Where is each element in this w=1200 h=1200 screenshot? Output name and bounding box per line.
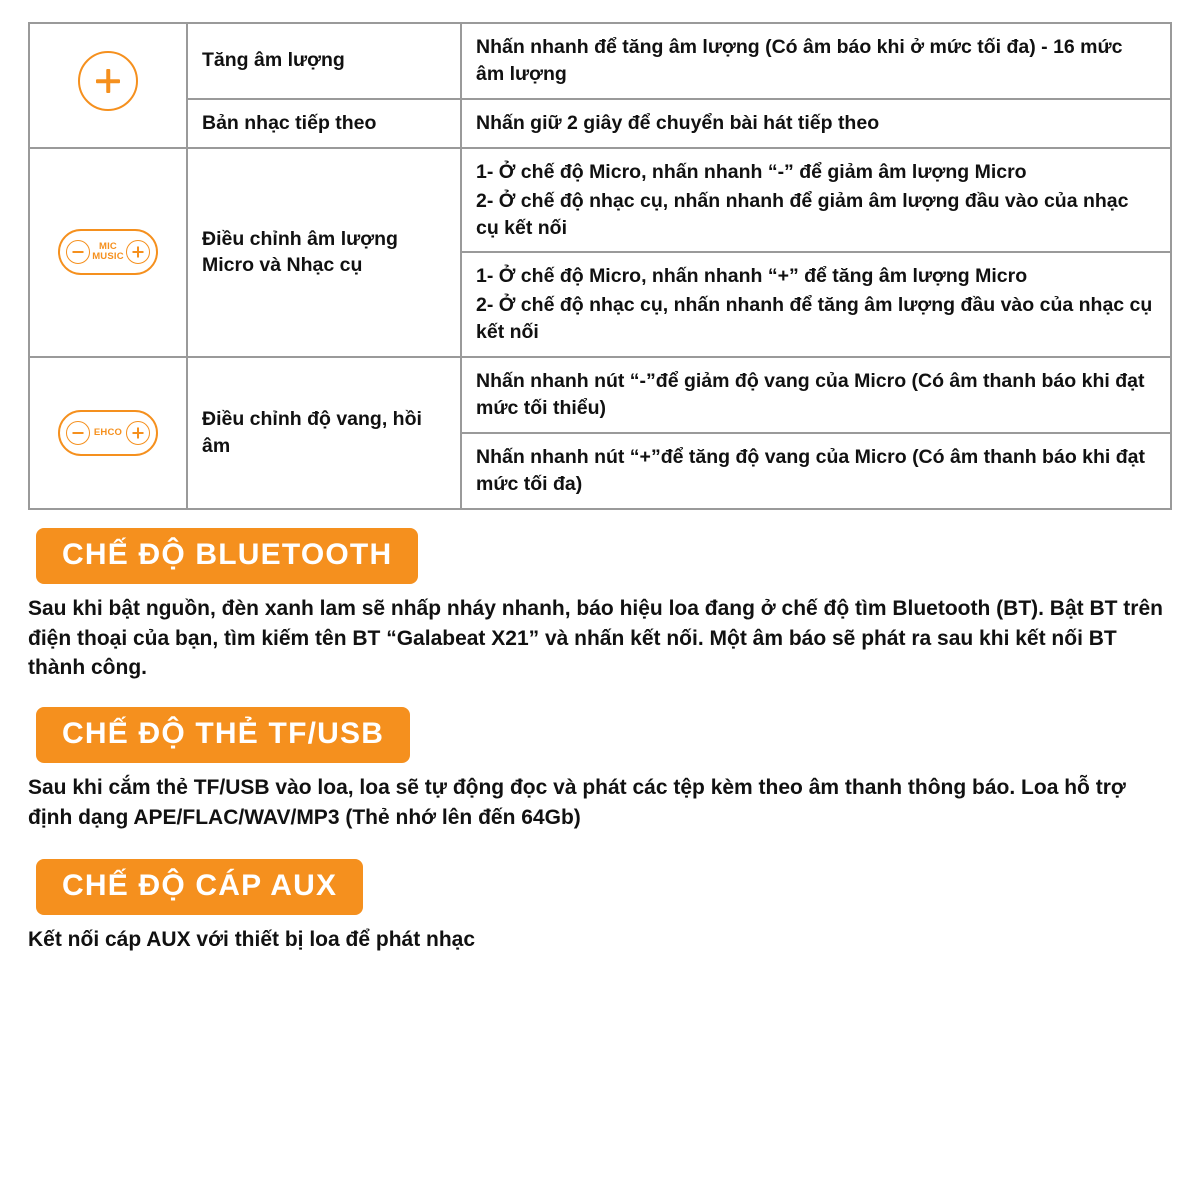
- pill-label: [90, 242, 126, 263]
- desc-line: 1- Ở chế độ Micro, nhấn nhanh “+” để tăng âm lượng Micro: [476, 265, 1028, 288]
- pill-label: EHCO: [93, 426, 123, 438]
- echo-pill-icon: [58, 410, 158, 456]
- desc-line: Nhấn nhanh nút “+”để tăng độ vang của Micro (Có âm thanh báo khi đạt mức tối đa): [476, 445, 1145, 495]
- mic-music-pill-icon: [58, 229, 158, 275]
- row-label: Tăng âm lượng: [187, 23, 461, 99]
- plus-circle-icon: [78, 51, 138, 111]
- table-row: [29, 148, 1171, 253]
- section-bluetooth: [28, 528, 1172, 683]
- function-table: [28, 22, 1172, 510]
- section-tf-usb: [28, 707, 1172, 833]
- desc-line: Nhấn giữ 2 giây để chuyển bài hát tiếp theo: [476, 111, 880, 134]
- row-label: Điều chỉnh âm lượng Micro và Nhạc cụ: [187, 148, 461, 357]
- row-description: [461, 99, 1171, 148]
- row-description: [461, 252, 1171, 357]
- mic-music-pill-icon-cell: [29, 148, 187, 357]
- plus-circle-icon-cell: [29, 23, 187, 148]
- table-row: [29, 23, 1171, 99]
- row-description: [461, 357, 1171, 433]
- row-description: [461, 23, 1171, 99]
- section-heading-bluetooth: CHẾ ĐỘ BLUETOOTH: [36, 528, 418, 584]
- desc-line: 1- Ở chế độ Micro, nhấn nhanh “-” để giảm âm lượng Micro: [476, 160, 1027, 183]
- plus-circle-icon: [126, 240, 150, 264]
- row-description: [461, 433, 1171, 509]
- section-body-aux: Kết nối cáp AUX với thiết bị loa để phát nhạc: [28, 927, 476, 951]
- desc-line: 2- Ở chế độ nhạc cụ, nhấn nhanh để giảm âm lượng đầu vào của nhạc cụ kết nối: [476, 189, 1129, 239]
- section-body-tf-usb: Sau khi cắm thẻ TF/USB vào loa, loa sẽ tự động đọc và phát các tệp kèm theo âm thanh thông báo. Loa hỗ trợ định dạng APE/FLAC/WAV/MP3 (Thẻ nhớ lên đến 64Gb): [28, 776, 1126, 830]
- desc-line: 2- Ở chế độ nhạc cụ, nhấn nhanh để tăng âm lượng đầu vào của nhạc cụ kết nối: [476, 294, 1153, 344]
- table-row: [29, 99, 1171, 148]
- desc-line: Nhấn nhanh nút “-”để giảm độ vang của Micro (Có âm thanh báo khi đạt mức tối thiểu): [476, 370, 1145, 420]
- echo-pill-icon-cell: [29, 357, 187, 509]
- minus-circle-icon: [66, 240, 90, 264]
- plus-circle-icon: [126, 421, 150, 445]
- pill-label-line2: MUSIC: [92, 251, 124, 263]
- row-description: [461, 148, 1171, 253]
- section-heading-aux: CHẾ ĐỘ CÁP AUX: [36, 859, 363, 915]
- table-row: [29, 357, 1171, 433]
- row-label: Điều chỉnh độ vang, hồi âm: [187, 357, 461, 509]
- desc-line: Nhấn nhanh để tăng âm lượng (Có âm báo khi ở mức tối đa) - 16 mức âm lượng: [476, 36, 1123, 85]
- section-body-bluetooth: Sau khi bật nguồn, đèn xanh lam sẽ nhấp nháy nhanh, báo hiệu loa đang ở chế độ tìm Bluetooth (BT). Bật BT trên điện thoại của bạn, tìm kiếm tên BT “Galabeat X21” và nhấn kết nối. Một âm báo sẽ phát ra sau khi kết nối BT thành công.: [28, 596, 1163, 680]
- pill-label-line1: MIC: [98, 241, 117, 253]
- section-aux: [28, 859, 1172, 955]
- row-label: Bản nhạc tiếp theo: [187, 99, 461, 148]
- section-heading-tf-usb: CHẾ ĐỘ THẺ TF/USB: [36, 707, 410, 763]
- minus-circle-icon: [66, 421, 90, 445]
